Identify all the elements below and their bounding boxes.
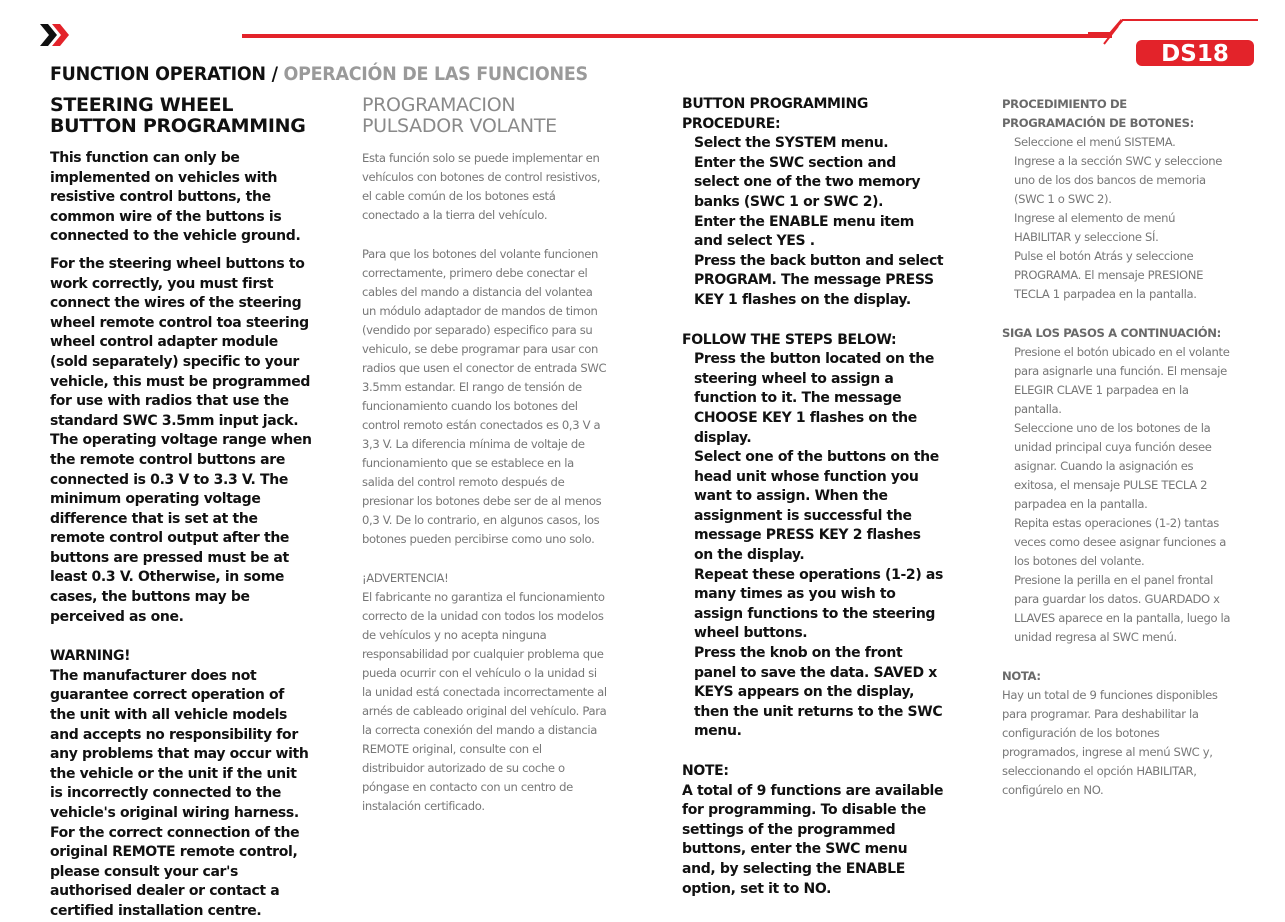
note-title-es: NOTA: [1002, 669, 1041, 683]
paragraph-intro: This function can only be implemented on vehicles with resistive control buttons, the common wire of the buttons is connected to the vehicle ground. [50, 150, 301, 245]
procedure-heading-es: PROCEDIMIENTO DE PROGRAMACIÓN DE BOTONES: [1002, 97, 1194, 130]
procedure-step: Enter the ENABLE menu item and select YES . [694, 213, 915, 250]
follow-step: Select one of the buttons on the head unit whose function you want to assign. When the assignment is successful the message PRESS KEY 2 flashes on the display. [694, 449, 939, 564]
note-text-es: Hay un total de 9 funciones disponibles para programar. Para deshabilitar la configuración de los botones programados, ingrese al menú SWC y, seleccionando el opción HABILITAR, configúrelo en NO. [1002, 688, 1218, 797]
column-spanish-intro [362, 95, 607, 816]
paragraph-intro-es: Esta función solo se puede implementar en vehículos con botones de control resistivos, el cable común de los botones está conectado a la tierra del vehículo. [362, 151, 601, 222]
procedure-step: Select the SYSTEM menu. [694, 135, 889, 152]
procedure-step-es: Ingrese al elemento de menú HABILITAR y seleccione SÍ. [1014, 211, 1176, 244]
follow-steps-heading-es: SIGA LOS PASOS A CONTINUACIÓN: [1002, 326, 1221, 340]
heading-programacion: PROGRAMACION PULSADOR VOLANTE [362, 94, 557, 137]
paragraph-details-es: Para que los botones del volante funcionen correctamente, primero debe conectar el cables del mando a distancia del volantea un módulo adaptador de mandos de timon (vendido por separado) especifico para su vehiculo, se debe programar para usar con radios que usen el conector de entrada SWC 3.5mm estandar. El rango de tensión de funcionamiento cuando los botones del control remoto están conectados es 0,3 V a 3,3 V. La diferencia mínima de voltaje de funcionamiento que se establece en la salida del control remoto después de presionar los botones debe ser de al menos 0,3 V. De lo contrario, en algunos casos, los botones pueden percibirse como uno solo. [362, 247, 607, 546]
column-spanish-procedure [1002, 95, 1232, 800]
follow-step-es: Repita estas operaciones (1-2) tantas veces como desee asignar funciones a los botones del volante. [1014, 516, 1227, 568]
follow-step: Press the button located on the steering wheel to assign a function to it. The message CHOOSE KEY 1 flashes on the display. [694, 351, 935, 446]
follow-step: Repeat these operations (1-2) as many times as you wish to assign functions to the steering wheel buttons. [694, 566, 943, 642]
procedure-step-es: Ingrese a la sección SWC y seleccione uno de los dos bancos de memoria (SWC 1 o SWC 2). [1014, 154, 1222, 206]
note-title: NOTE: [682, 763, 729, 779]
procedure-step-es: Seleccione el menú SISTEMA. [1014, 135, 1176, 149]
section-title-es: OPERACIÓN DE LAS FUNCIONES [283, 63, 588, 85]
double-chevron-icon [38, 22, 72, 48]
follow-step-es: Presione el botón ubicado en el volante para asignarle una función. El mensaje ELEGIR CLAVE 1 parpadea en la pantalla. [1014, 345, 1230, 416]
warning-title: WARNING! [50, 648, 131, 665]
procedure-step: Press the back button and select PROGRAM. The message PRESS KEY 1 flashes on the display. [694, 252, 944, 308]
column-english-intro [50, 95, 312, 922]
warning-title-es: ¡ADVERTENCIA! [362, 571, 449, 585]
ds18-logo [1088, 14, 1278, 72]
paragraph-details: For the steering wheel buttons to work correctly, you must first connect the wires of the steering wheel remote control toa steering wheel control adapter module (sold separately) specific to your vehicle, this must be programmed for use with radios that use the standard SWC 3.5mm input jack. The operating voltage range when the remote control buttons are connected is 0.3 V to 3.3 V. The minimum operating voltage difference that is set at the remote control output after the buttons are pressed must be at least 0.3 V. Otherwise, in some cases, the buttons may be perceived as one. [50, 255, 312, 625]
procedure-step-es: Pulse el botón Atrás y seleccione PROGRAMA. El mensaje PRESIONE TECLA 1 parpadea en la pantalla. [1014, 249, 1204, 301]
procedure-heading: BUTTON PROGRAMMING PROCEDURE: [682, 96, 868, 132]
column-english-procedure [682, 95, 944, 899]
logo-text: DS18 [1161, 41, 1229, 67]
follow-step: Press the knob on the front panel to save the data. SAVED x KEYS appears on the display, then the unit returns to the SWC menu. [694, 645, 943, 740]
section-title-en: FUNCTION OPERATION / [50, 63, 284, 85]
header-red-line [242, 34, 1112, 38]
warning-text: The manufacturer does not guarantee correct operation of the unit with all vehicle models and accepts no responsibility for any problems that may occur with the vehicle or the unit if the unit is incorrectly connected to the vehicle's original wiring harness. For the correct connection of the original REMOTE remote control, please consult your car's authorised dealer or contact a certified installation centre. [50, 667, 309, 919]
follow-step-es: Presione la perilla en el panel frontal para guardar los datos. GUARDADO x LLAVES aparece en la pantalla, luego la unidad regresa al SWC menú. [1014, 573, 1231, 644]
procedure-step: Enter the SWC section and select one of the two memory banks (SWC 1 or SWC 2). [694, 154, 921, 210]
heading-steering-wheel: STEERING WHEEL BUTTON PROGRAMMING [50, 94, 306, 137]
section-title [50, 63, 588, 85]
note-text: A total of 9 functions are available for programming. To disable the settings of the programmed buttons, enter the SWC menu and, by selecting the ENABLE option, set it to NO. [682, 782, 944, 897]
follow-steps-heading: FOLLOW THE STEPS BELOW: [682, 331, 897, 348]
warning-text-es: El fabricante no garantiza el funcionamiento correcto de la unidad con todos los modelos de vehículos y no acepta ninguna responsabilidad por cualquier problema que pueda ocurrir con el vehículo o la unidad si la unidad está conectada incorrectamente al arnés de cableado original del vehículo. Para la correcta conexión del mando a distancia REMOTE original, consulte con el distribuidor autorizado de su coche o póngase en contacto con un centro de instalación certificado. [362, 590, 607, 813]
follow-step-es: Seleccione uno de los botones de la unidad principal cuya función desee asignar. Cuando la asignación es exitosa, el mensaje PULSE TECLA 2 parpadea en la pantalla. [1014, 421, 1212, 511]
